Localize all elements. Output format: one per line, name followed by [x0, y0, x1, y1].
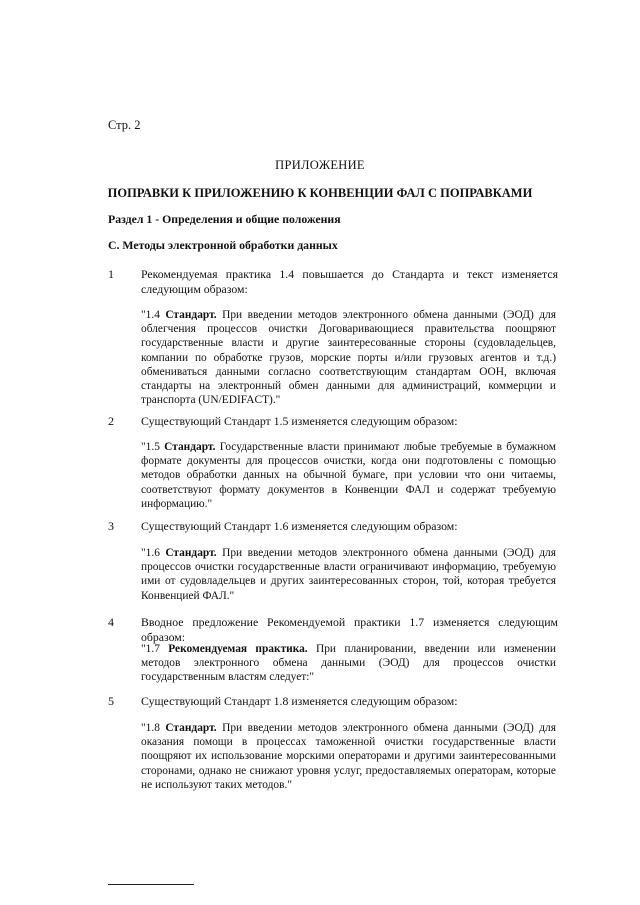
quote-body: При введении методов электронного обмена данными (ЭОД) для облегчения процессов очистки Договаривающиеся правительства поощряют государственные власти и другие заинтересованные стороны (судовладельцев, компании по обработке грузов, морские порты и/или грузовых агентов и т.д.) обмениваться данными согласно соответствующим стандартам ООН, включая стандарты на электронный обмен данными для администраций, коммерции и транспорта (UN/EDIFACT)."	[141, 309, 556, 407]
main-title: ПОПРАВКИ К ПРИЛОЖЕНИЮ К КОНВЕНЦИИ ФАЛ С ПОПРАВКАМИ	[107, 186, 533, 200]
quote-label: Стандарт.	[164, 441, 216, 453]
footnote-divider	[108, 884, 194, 885]
quote-label: Стандарт.	[165, 722, 217, 734]
quote-body: При планировании, введении или изменении методов электронного обмена данными (ЭОД) для процессов очистки государственным властям следует:"	[141, 643, 556, 684]
quote-body: Государственные власти принимают любые требуемые в бумажном формате документы для процессов очистки, когда они подготовлены с помощью методов обработки данных на обычной бумаге, при условии что они читаемы, соответствуют формату документов в Конвенции ФАЛ и содержат требуемую информацию."	[141, 441, 556, 510]
page-number: Стр. 2	[108, 118, 141, 132]
section-heading: Раздел 1 - Определения и общие положения	[108, 212, 341, 226]
item-text: Существующий Стандарт 1.5 изменяется следующим образом:	[141, 414, 458, 428]
item-text: Существующий Стандарт 1.8 изменяется следующим образом:	[141, 694, 458, 708]
quote-body: При введении методов электронного обмена данными (ЭОД) для процессов очистки государственные власти ограничивают информацию, требуемую ими от судовладельцев и других заинтересованных сторон, той, которая требуется Конвенцией ФАЛ."	[141, 547, 556, 602]
quote-prefix: "1.8	[141, 722, 166, 734]
item-text: Вводное предложение Рекомендуемой практики 1.7 изменяется следующим образом:	[141, 615, 558, 644]
item-text: Рекомендуемая практика 1.4 повышается до Стандарта и текст изменяется следующим образом:	[141, 267, 558, 296]
quote-prefix: "1.5	[141, 441, 165, 453]
quote-body: При введении методов электронного обмена данными (ЭОД) для оказания помощи в процессах таможенной очистки государственные власти поощряют их использование морскими операторами и другими заинтересованными сторонами, однако не снижают уровня услуг, предоставляемых операторам, которые не используют таких методов."	[141, 722, 556, 791]
amendment-quote	[141, 440, 556, 511]
item-number: 2	[108, 414, 114, 428]
amendment-quote	[141, 721, 556, 792]
amendment-quote	[141, 308, 556, 407]
amendment-quote	[141, 546, 556, 603]
amendment-quote	[141, 642, 556, 685]
quote-label: Стандарт.	[165, 547, 217, 559]
item-number: 4	[108, 615, 114, 629]
quote-prefix: "1.6	[141, 547, 166, 559]
quote-prefix: "1.4	[141, 309, 166, 321]
quote-label: Стандарт.	[165, 309, 217, 321]
annex-title: ПРИЛОЖЕНИЕ	[275, 158, 365, 172]
item-text: Существующий Стандарт 1.6 изменяется следующим образом:	[141, 519, 458, 533]
quote-prefix: "1.7	[141, 643, 169, 655]
item-number: 3	[108, 519, 114, 533]
item-number: 1	[108, 267, 114, 281]
quote-label: Рекомендуемая практика.	[168, 643, 308, 655]
subsection-heading: С. Методы электронной обработки данных	[108, 238, 338, 252]
item-number: 5	[108, 694, 114, 708]
